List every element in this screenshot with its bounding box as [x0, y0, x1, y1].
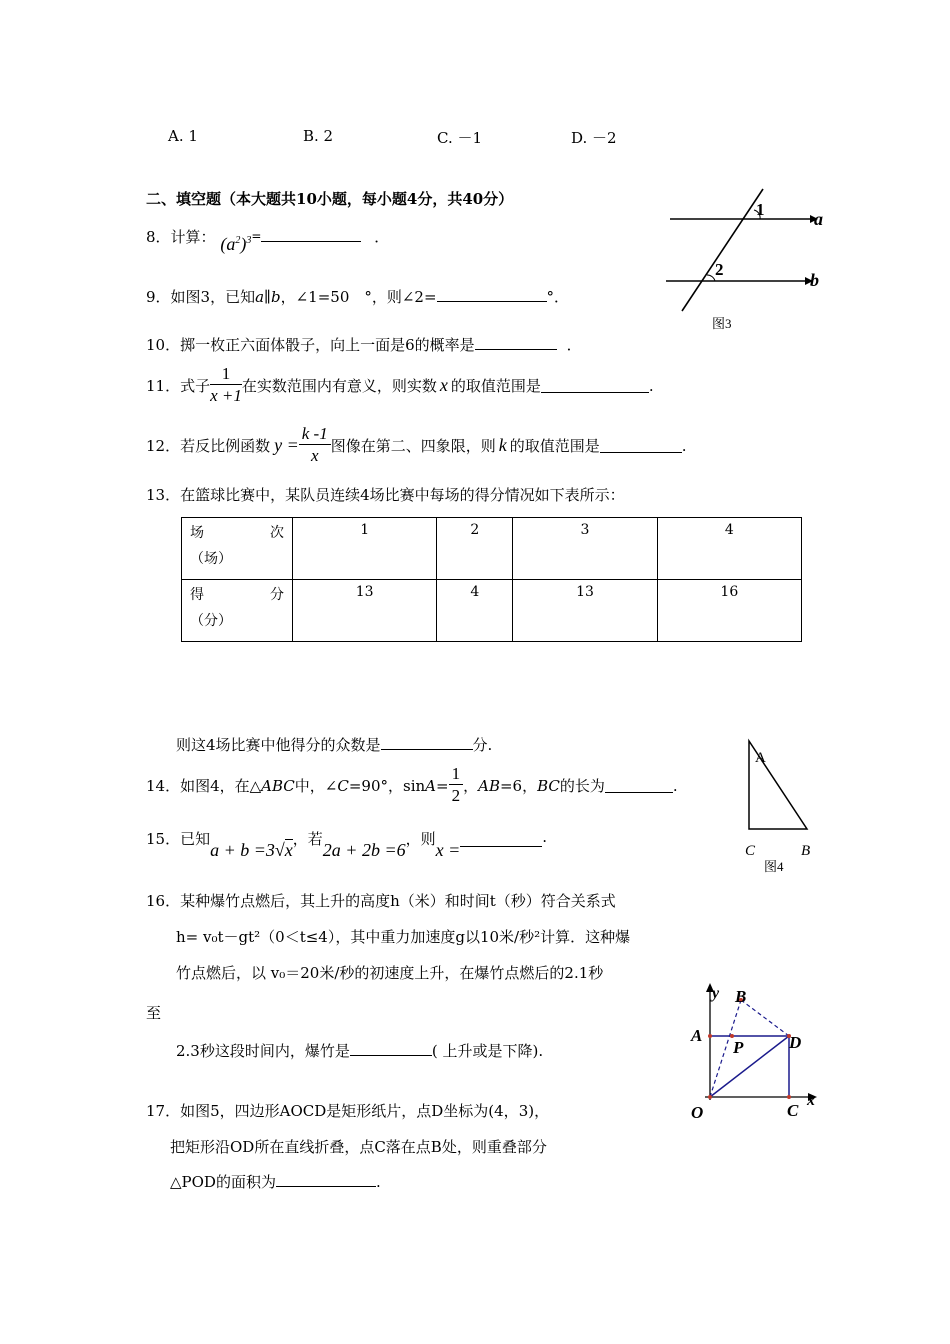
- label-2: 2: [715, 260, 724, 279]
- label-b: b: [810, 270, 819, 290]
- table-cell: 2: [437, 518, 513, 580]
- row-header-points: 得 分 （分）: [182, 580, 293, 642]
- table-row: [182, 580, 802, 642]
- row-header-games: 场 次 （场）: [182, 518, 293, 580]
- segment-bd: [741, 1000, 789, 1036]
- angle-2-arc: [707, 275, 715, 281]
- score-table: [181, 517, 802, 642]
- segment-od: [710, 1036, 789, 1097]
- label-d: D: [789, 1033, 802, 1052]
- label-a: A: [755, 750, 766, 766]
- q15-expr3: x =: [435, 840, 461, 860]
- question-11: 11．式子 $\frac{1}{x +1}$ 在实数范围内有意义，则实数 x 的取值范围是 .: [146, 364, 654, 405]
- question-17-line2: 把矩形沿OD所在直线折叠，点C落在点B处，则重叠部分: [170, 1138, 547, 1156]
- question-13: 13．在篮球比赛中，某队员连续4场比赛中每场的得分情况如下表所示：: [146, 486, 625, 504]
- point-o: [708, 1095, 712, 1099]
- option-c: C. －1: [437, 129, 483, 147]
- q8-expr: $(a^2)^3$: [220, 234, 252, 254]
- q14-answer-blank[interactable]: [605, 778, 673, 793]
- question-10: 10．掷一枚正六面体骰子，向上一面是6的概率是 ．: [146, 336, 582, 354]
- q14-fraction: $\frac{1}{2}$: [449, 764, 464, 807]
- table-cell: 4: [437, 580, 513, 642]
- point-c: [787, 1095, 791, 1099]
- q8-answer-blank[interactable]: [261, 227, 361, 242]
- figure-4: [735, 735, 825, 875]
- question-13-followup: 则这4场比赛中他得分的众数是 分.: [176, 736, 493, 754]
- option-b: B. 2: [303, 127, 334, 145]
- label-b: B: [801, 843, 811, 859]
- q10-answer-blank[interactable]: [475, 335, 557, 350]
- table-cell: 4: [657, 518, 801, 580]
- table-cell: 1: [293, 518, 437, 580]
- q15-expr1: a + b =3√x: [210, 840, 293, 860]
- figure-4-caption: 图4: [764, 859, 784, 874]
- q11-fraction: $\frac{1}{x +1}$: [210, 364, 242, 405]
- figure-5: [685, 980, 825, 1125]
- figure-3-caption: 图3: [712, 316, 732, 331]
- q13-answer-blank[interactable]: [381, 735, 473, 750]
- table-cell: 13: [513, 580, 657, 642]
- q12-answer-blank[interactable]: [600, 438, 682, 453]
- q11-answer-blank[interactable]: [541, 378, 649, 393]
- section-title: 二、填空题（本大题共10小题，每小题4分，共40分）: [146, 190, 514, 208]
- question-14: 14．如图4，在△ ABC 中，∠ C =90°，sin A = $\frac{1}{2}$ ， AB =6， BC 的长为 .: [146, 764, 678, 805]
- question-16-line4: 至: [146, 1004, 162, 1022]
- figure-3: [660, 185, 830, 335]
- question-16-line2: h= v₀t－gt²（0＜t≤4），其中重力加速度g以10米/秒²计算．这种爆: [176, 928, 631, 946]
- label-p: P: [733, 1038, 744, 1057]
- question-16-line1: 16．某种爆竹点燃后，其上升的高度h（米）和时间t（秒）符合关系式: [146, 892, 616, 910]
- q8-number: 8．: [146, 228, 171, 246]
- q15-answer-blank[interactable]: [460, 832, 542, 847]
- label-x: x: [807, 1092, 815, 1109]
- question-17-line3: △POD的面积为 .: [170, 1173, 381, 1191]
- question-9: 9．如图3，已知a∥b，∠1=50 °，则∠2= °．: [146, 288, 570, 306]
- question-12: 12．若反比例函数 y = $\frac{k -1}{x}$ 图像在第二、四象限，则 k 的取值范围是 .: [146, 424, 687, 465]
- label-b: B: [735, 987, 747, 1006]
- q15-expr2: 2a + 2b =6: [322, 840, 406, 860]
- q9-answer-blank[interactable]: [437, 287, 547, 302]
- table-cell: 16: [657, 580, 801, 642]
- option-a: A. 1: [168, 127, 198, 145]
- question-16-line5: 2.3秒这段时间内，爆竹是 ( 上升或是下降).: [176, 1042, 544, 1060]
- question-17-line1: 17．如图5，四边形AOCD是矩形纸片，点D坐标为(4，3)，: [146, 1102, 550, 1120]
- question-15: 15．已知 a + b =3√x ，若 2a + 2b =6 ，则 x = .: [146, 828, 548, 860]
- q12-fraction: $\frac{k -1}{x}$: [299, 424, 331, 467]
- label-a: A: [691, 1026, 703, 1045]
- table-cell: 3: [513, 518, 657, 580]
- transversal: [682, 189, 763, 311]
- label-c: C: [787, 1101, 799, 1120]
- question-16-line3: 竹点燃后，以 v₀＝20米/秒的初速度上升，在爆竹点燃后的2.1秒: [176, 964, 604, 982]
- option-d: D. －2: [571, 129, 617, 147]
- label-y: y: [712, 985, 720, 1002]
- point-a: [708, 1034, 712, 1038]
- label-c: C: [745, 843, 756, 859]
- question-8: 8．计算： $(a^2)^3=$ ．: [146, 228, 390, 254]
- label-o: O: [691, 1103, 704, 1122]
- table-row: [182, 518, 802, 580]
- q17-answer-blank[interactable]: [276, 1172, 376, 1187]
- label-a: a: [814, 209, 823, 229]
- q8-text: 计算：: [170, 228, 216, 246]
- q16-answer-blank[interactable]: [350, 1041, 432, 1056]
- table-cell: 13: [293, 580, 437, 642]
- label-1: 1: [756, 200, 765, 219]
